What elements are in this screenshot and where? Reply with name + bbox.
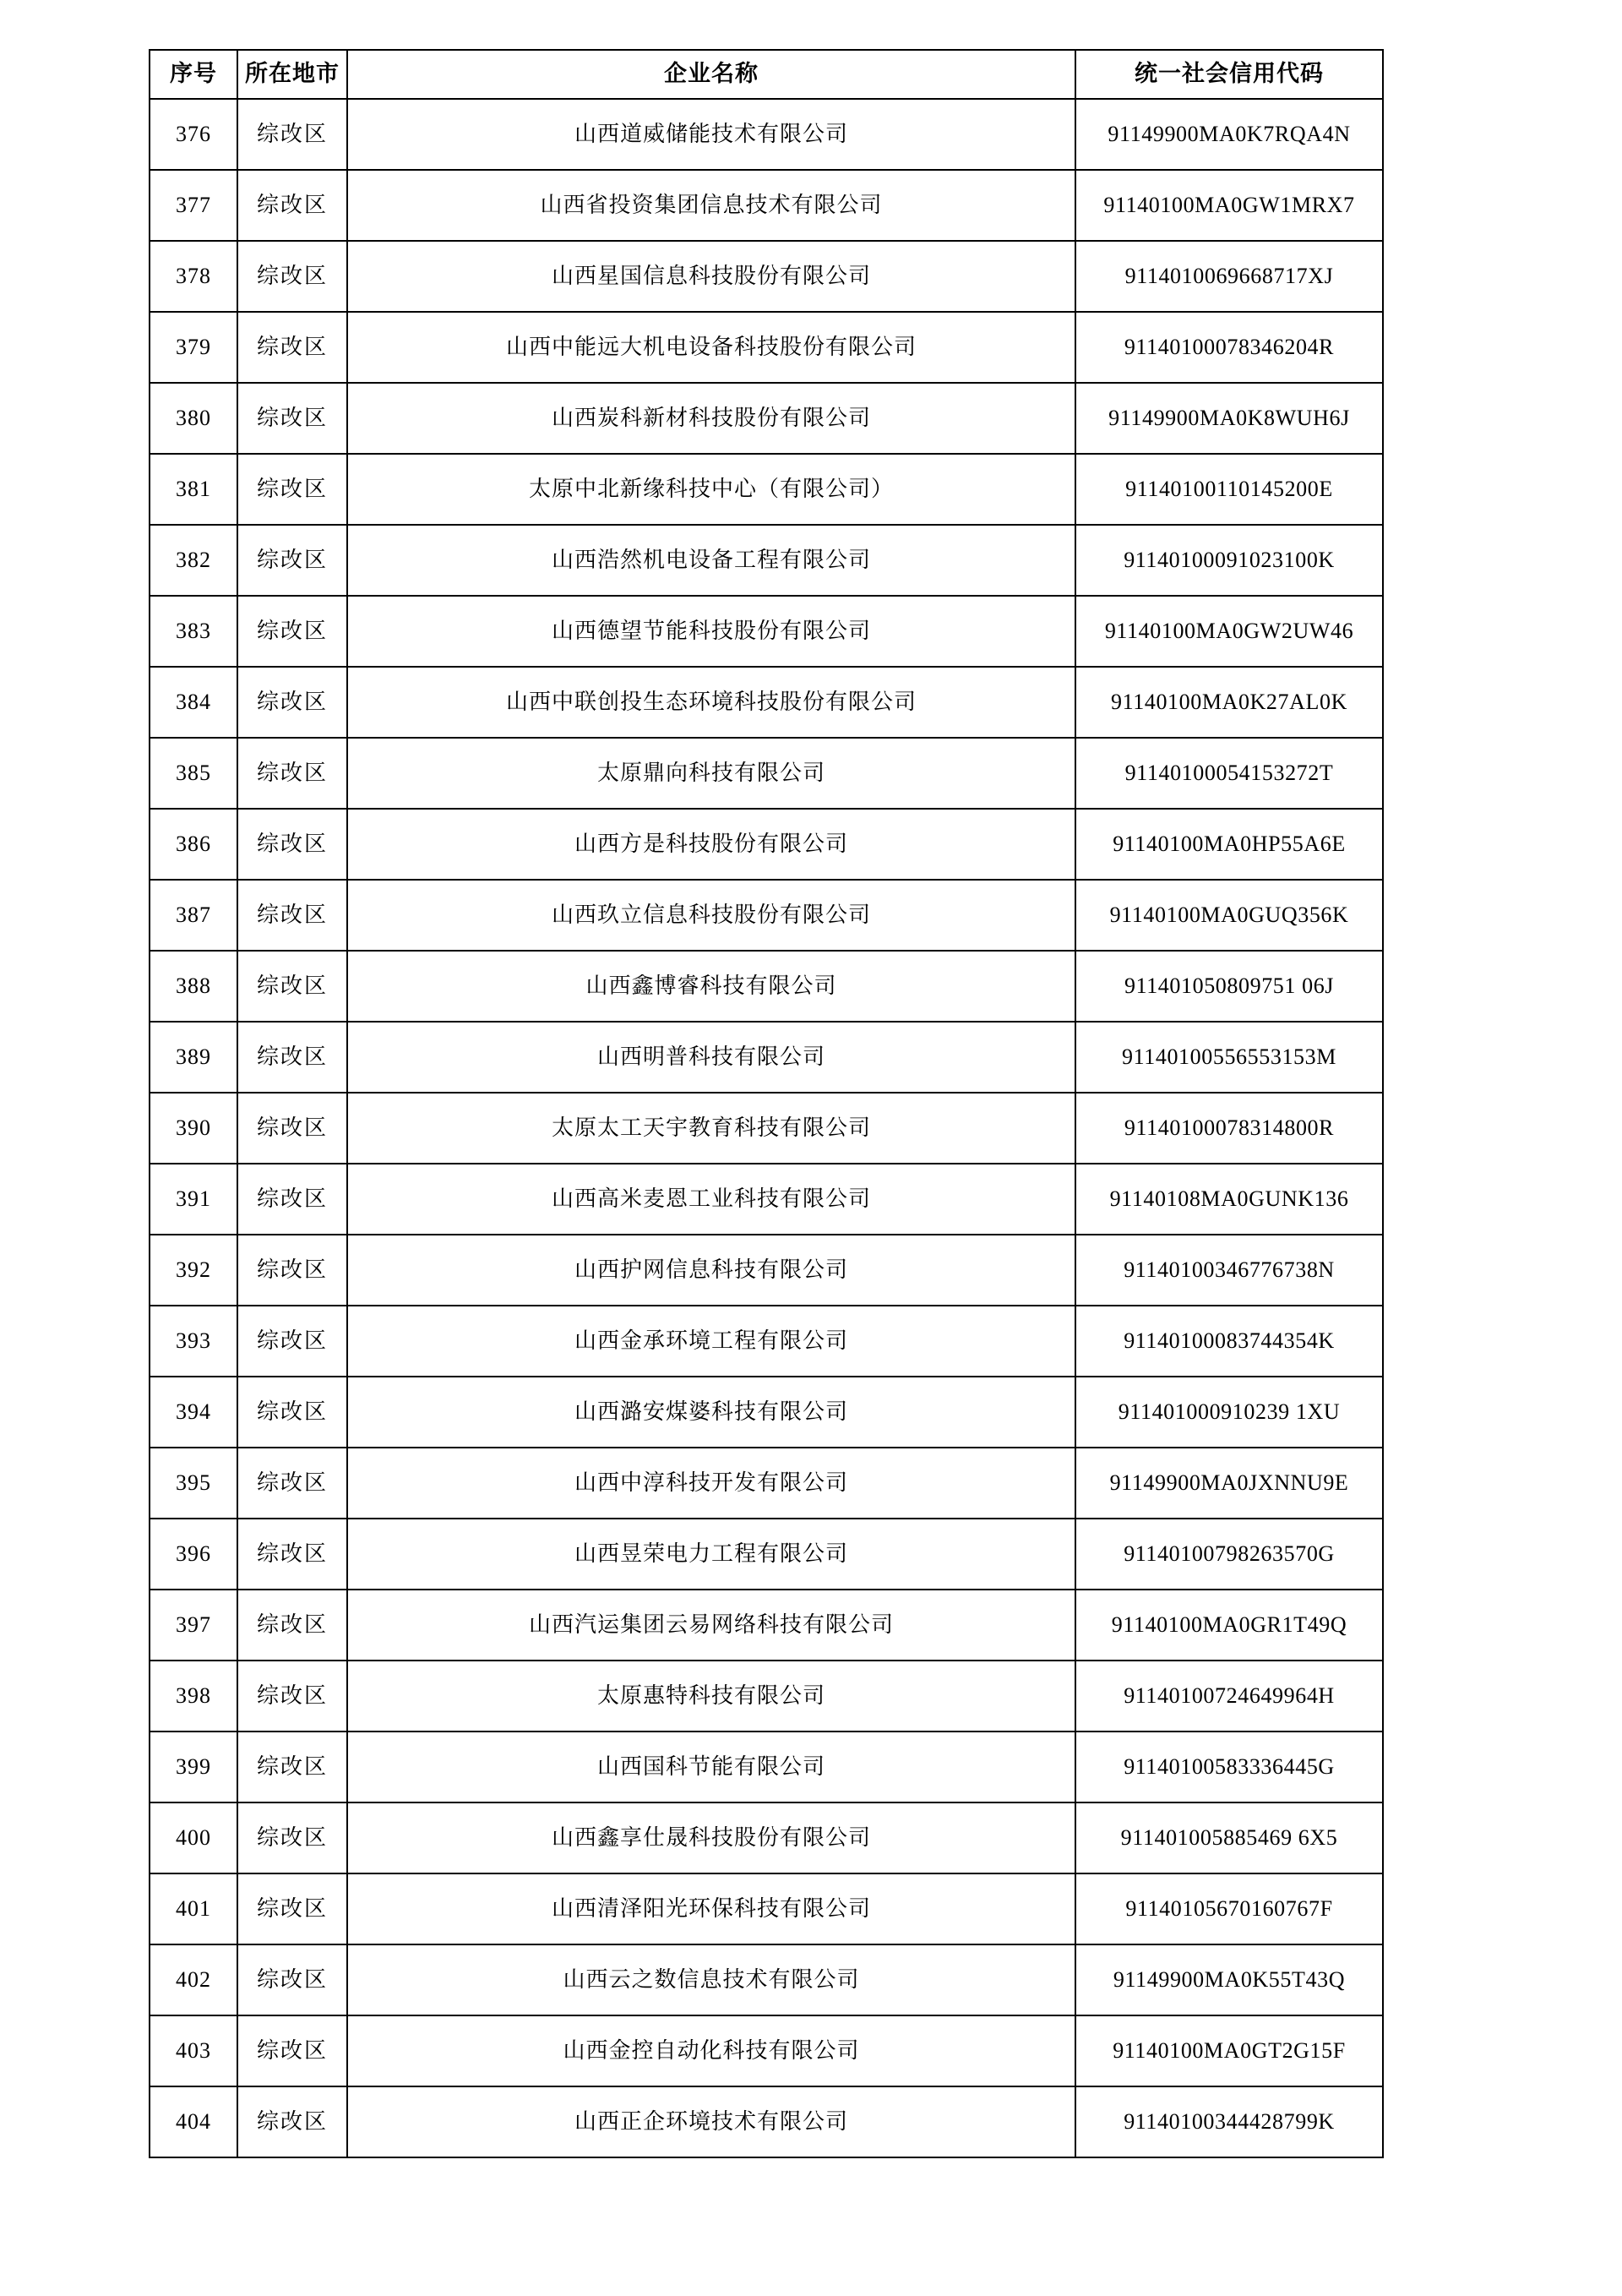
- table-row: [150, 383, 1383, 454]
- cell-sequence: 396: [150, 1519, 237, 1590]
- cell-credit-code: 911401005885469 6X5: [1075, 1802, 1383, 1873]
- cell-enterprise-name: 山西道威储能技术有限公司: [347, 99, 1075, 170]
- table-row: [150, 241, 1383, 312]
- table-row: [150, 1377, 1383, 1448]
- cell-credit-code: 91140108MA0GUNK136: [1075, 1164, 1383, 1235]
- enterprise-listing-table: [149, 49, 1384, 2158]
- cell-sequence: 381: [150, 454, 237, 525]
- cell-city: 综改区: [237, 738, 347, 809]
- cell-enterprise-name: 山西鑫享仕晟科技股份有限公司: [347, 1802, 1075, 1873]
- cell-credit-code: 911401050809751 06J: [1075, 951, 1383, 1022]
- cell-sequence: 382: [150, 525, 237, 596]
- cell-sequence: 395: [150, 1448, 237, 1519]
- cell-city: 综改区: [237, 1590, 347, 1661]
- cell-sequence: 401: [150, 1873, 237, 1944]
- cell-sequence: 392: [150, 1235, 237, 1306]
- cell-enterprise-name: 山西正企环境技术有限公司: [347, 2086, 1075, 2157]
- cell-credit-code: 91149900MA0K8WUH6J: [1075, 383, 1383, 454]
- cell-sequence: 383: [150, 596, 237, 667]
- cell-city: 综改区: [237, 1944, 347, 2015]
- cell-enterprise-name: 山西中淳科技开发有限公司: [347, 1448, 1075, 1519]
- table-row: [150, 454, 1383, 525]
- cell-credit-code: 91140100091023100K: [1075, 525, 1383, 596]
- cell-city: 综改区: [237, 241, 347, 312]
- cell-sequence: 404: [150, 2086, 237, 2157]
- table-body: [150, 99, 1383, 2157]
- cell-city: 综改区: [237, 951, 347, 1022]
- cell-city: 综改区: [237, 1448, 347, 1519]
- table-header: [150, 50, 1383, 99]
- cell-enterprise-name: 山西潞安煤婆科技有限公司: [347, 1377, 1075, 1448]
- cell-credit-code: 91140100MA0GUQ356K: [1075, 880, 1383, 951]
- cell-enterprise-name: 山西国科节能有限公司: [347, 1732, 1075, 1802]
- cell-city: 综改区: [237, 2015, 347, 2086]
- cell-sequence: 397: [150, 1590, 237, 1661]
- cell-sequence: 384: [150, 667, 237, 738]
- cell-sequence: 389: [150, 1022, 237, 1093]
- cell-enterprise-name: 山西鑫博睿科技有限公司: [347, 951, 1075, 1022]
- cell-city: 综改区: [237, 1235, 347, 1306]
- cell-city: 综改区: [237, 1164, 347, 1235]
- table-row: [150, 1519, 1383, 1590]
- cell-city: 综改区: [237, 1377, 347, 1448]
- cell-enterprise-name: 山西云之数信息技术有限公司: [347, 1944, 1075, 2015]
- cell-sequence: 378: [150, 241, 237, 312]
- cell-sequence: 391: [150, 1164, 237, 1235]
- cell-enterprise-name: 山西浩然机电设备工程有限公司: [347, 525, 1075, 596]
- cell-city: 综改区: [237, 1093, 347, 1164]
- cell-city: 综改区: [237, 454, 347, 525]
- cell-city: 综改区: [237, 1802, 347, 1873]
- cell-enterprise-name: 山西玖立信息科技股份有限公司: [347, 880, 1075, 951]
- table-row: [150, 1164, 1383, 1235]
- cell-city: 综改区: [237, 596, 347, 667]
- column-header-credit-code: 统一社会信用代码: [1075, 50, 1383, 99]
- cell-credit-code: 91140105670160767F: [1075, 1873, 1383, 1944]
- table-row: [150, 1661, 1383, 1732]
- table-row: [150, 99, 1383, 170]
- cell-sequence: 377: [150, 170, 237, 241]
- cell-credit-code: 91140100MA0K27AL0K: [1075, 667, 1383, 738]
- table-header-row: [150, 50, 1383, 99]
- cell-credit-code: 91140100078346204R: [1075, 312, 1383, 383]
- cell-sequence: 398: [150, 1661, 237, 1732]
- cell-city: 综改区: [237, 880, 347, 951]
- cell-credit-code: 91140100110145200E: [1075, 454, 1383, 525]
- table-row: [150, 667, 1383, 738]
- cell-sequence: 394: [150, 1377, 237, 1448]
- cell-sequence: 387: [150, 880, 237, 951]
- cell-credit-code: 91140100724649964H: [1075, 1661, 1383, 1732]
- table-row: [150, 2015, 1383, 2086]
- cell-sequence: 393: [150, 1306, 237, 1377]
- table-row: [150, 525, 1383, 596]
- cell-sequence: 380: [150, 383, 237, 454]
- cell-credit-code: 911401000910239 1XU: [1075, 1377, 1383, 1448]
- cell-city: 综改区: [237, 383, 347, 454]
- cell-sequence: 386: [150, 809, 237, 880]
- cell-enterprise-name: 山西金控自动化科技有限公司: [347, 2015, 1075, 2086]
- cell-sequence: 399: [150, 1732, 237, 1802]
- cell-city: 综改区: [237, 1022, 347, 1093]
- cell-city: 综改区: [237, 525, 347, 596]
- column-header-enterprise-name: 企业名称: [347, 50, 1075, 99]
- table-row: [150, 1590, 1383, 1661]
- cell-sequence: 402: [150, 1944, 237, 2015]
- cell-city: 综改区: [237, 809, 347, 880]
- cell-city: 综改区: [237, 2086, 347, 2157]
- cell-sequence: 390: [150, 1093, 237, 1164]
- cell-credit-code: 91149900MA0K55T43Q: [1075, 1944, 1383, 2015]
- cell-enterprise-name: 山西昱荣电力工程有限公司: [347, 1519, 1075, 1590]
- cell-credit-code: 91140100556553153M: [1075, 1022, 1383, 1093]
- table-row: [150, 809, 1383, 880]
- table-row: [150, 1732, 1383, 1802]
- cell-credit-code: 91140100MA0GW2UW46: [1075, 596, 1383, 667]
- table-row: [150, 312, 1383, 383]
- cell-city: 综改区: [237, 1306, 347, 1377]
- cell-enterprise-name: 山西方是科技股份有限公司: [347, 809, 1075, 880]
- cell-credit-code: 91140100344428799K: [1075, 2086, 1383, 2157]
- cell-enterprise-name: 山西金承环境工程有限公司: [347, 1306, 1075, 1377]
- table-row: [150, 1093, 1383, 1164]
- table-row: [150, 1802, 1383, 1873]
- cell-credit-code: 91140100798263570G: [1075, 1519, 1383, 1590]
- cell-enterprise-name: 太原鼎向科技有限公司: [347, 738, 1075, 809]
- column-header-city: 所在地市: [237, 50, 347, 99]
- cell-city: 综改区: [237, 170, 347, 241]
- cell-credit-code: 91149900MA0K7RQA4N: [1075, 99, 1383, 170]
- cell-credit-code: 91140100054153272T: [1075, 738, 1383, 809]
- cell-enterprise-name: 山西中能远大机电设备科技股份有限公司: [347, 312, 1075, 383]
- cell-enterprise-name: 山西省投资集团信息技术有限公司: [347, 170, 1075, 241]
- table-row: [150, 1022, 1383, 1093]
- cell-city: 综改区: [237, 667, 347, 738]
- cell-credit-code: 91140100MA0GW1MRX7: [1075, 170, 1383, 241]
- cell-sequence: 403: [150, 2015, 237, 2086]
- table-row: [150, 1235, 1383, 1306]
- cell-enterprise-name: 山西德望节能科技股份有限公司: [347, 596, 1075, 667]
- cell-credit-code: 91140100078314800R: [1075, 1093, 1383, 1164]
- cell-credit-code: 91140100MA0HP55A6E: [1075, 809, 1383, 880]
- cell-city: 综改区: [237, 1873, 347, 1944]
- cell-sequence: 385: [150, 738, 237, 809]
- table-row: [150, 596, 1383, 667]
- cell-enterprise-name: 山西星国信息科技股份有限公司: [347, 241, 1075, 312]
- table-row: [150, 2086, 1383, 2157]
- table-row: [150, 1944, 1383, 2015]
- cell-credit-code: 91149900MA0JXNNU9E: [1075, 1448, 1383, 1519]
- table-row: [150, 738, 1383, 809]
- cell-enterprise-name: 太原太工天宇教育科技有限公司: [347, 1093, 1075, 1164]
- cell-city: 综改区: [237, 1661, 347, 1732]
- cell-enterprise-name: 山西高米麦恩工业科技有限公司: [347, 1164, 1075, 1235]
- cell-enterprise-name: 山西明普科技有限公司: [347, 1022, 1075, 1093]
- cell-sequence: 376: [150, 99, 237, 170]
- cell-enterprise-name: 山西中联创投生态环境科技股份有限公司: [347, 667, 1075, 738]
- cell-enterprise-name: 山西护网信息科技有限公司: [347, 1235, 1075, 1306]
- cell-sequence: 400: [150, 1802, 237, 1873]
- cell-city: 综改区: [237, 1519, 347, 1590]
- cell-sequence: 388: [150, 951, 237, 1022]
- cell-city: 综改区: [237, 312, 347, 383]
- column-header-sequence: 序号: [150, 50, 237, 99]
- cell-city: 综改区: [237, 99, 347, 170]
- cell-enterprise-name: 山西汽运集团云易网络科技有限公司: [347, 1590, 1075, 1661]
- table-row: [150, 1448, 1383, 1519]
- cell-credit-code: 9114010069668717XJ: [1075, 241, 1383, 312]
- cell-city: 综改区: [237, 1732, 347, 1802]
- cell-credit-code: 91140100MA0GT2G15F: [1075, 2015, 1383, 2086]
- enterprise-listing-table-container: [149, 49, 1382, 2158]
- cell-credit-code: 91140100346776738N: [1075, 1235, 1383, 1306]
- cell-credit-code: 91140100583336445G: [1075, 1732, 1383, 1802]
- cell-enterprise-name: 山西炭科新材科技股份有限公司: [347, 383, 1075, 454]
- table-row: [150, 1306, 1383, 1377]
- table-row: [150, 1873, 1383, 1944]
- cell-enterprise-name: 太原中北新缘科技中心（有限公司）: [347, 454, 1075, 525]
- table-row: [150, 880, 1383, 951]
- cell-enterprise-name: 山西清泽阳光环保科技有限公司: [347, 1873, 1075, 1944]
- cell-enterprise-name: 太原惠特科技有限公司: [347, 1661, 1075, 1732]
- cell-sequence: 379: [150, 312, 237, 383]
- table-row: [150, 170, 1383, 241]
- table-row: [150, 951, 1383, 1022]
- cell-credit-code: 91140100MA0GR1T49Q: [1075, 1590, 1383, 1661]
- cell-credit-code: 91140100083744354K: [1075, 1306, 1383, 1377]
